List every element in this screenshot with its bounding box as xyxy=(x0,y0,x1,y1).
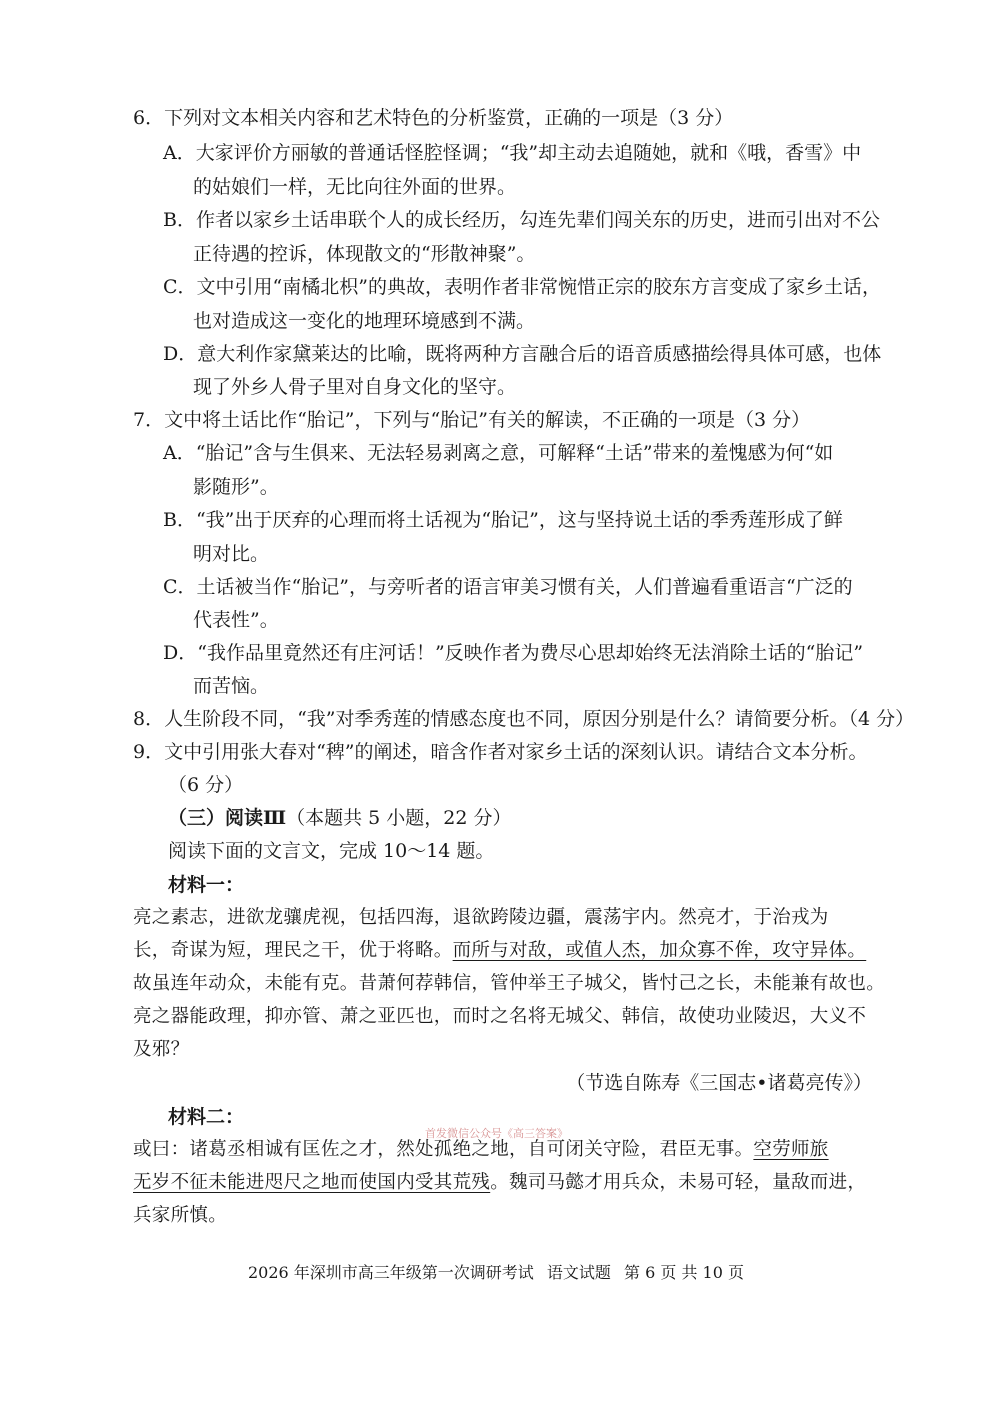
section-3-heading xyxy=(168,805,512,831)
question-6-option-a: A．大家评价方丽敏的普通话怪腔怪调；“我”却主动去追随她，就和《哦，香雪》中 xyxy=(163,142,862,164)
watermark: 首发微信公众号《高三答案》 xyxy=(425,1127,568,1140)
material-2-line-3: 兵家所慎。 xyxy=(133,1205,228,1226)
question-6-option-b: B．作者以家乡土话串联个人的成长经历，勾连先辈们闯关东的历史，进而引出对不公 xyxy=(163,209,880,231)
question-7-option-c: C．土话被当作“胎记”，与旁听者的语言审美习惯有关，人们普遍看重语言“广泛的 xyxy=(163,576,853,598)
footer-exam: 2026 年深圳市高三年级第一次调研考试 xyxy=(248,1263,534,1282)
material-2-label: 材料二： xyxy=(168,1106,245,1128)
question-7-option-d: D．“我作品里竟然还有庄河话！”反映作者为费尽心思却始终无法消除土话的“胎记” xyxy=(163,642,864,664)
question-7-stem: 7．文中将土话比作“胎记”，下列与“胎记”有关的解读，不正确的一项是（3 分） xyxy=(133,409,811,431)
material-2-underlined-sentence: 无岁不征未能进咫尺之地而使国内受其荒残 xyxy=(133,1172,491,1193)
material-1-underlined-sentence: 而所与对敌，或值人杰，加众寡不侔，攻守异体。 xyxy=(452,940,867,961)
footer-page: 第 6 页 共 10 页 xyxy=(624,1263,744,1282)
question-6-stem: 6．下列对文本相关内容和艺术特色的分析鉴赏，正确的一项是（3 分） xyxy=(133,107,734,129)
question-7-option-b: B．“我”出于厌弃的心理而将土话视为“胎记”，这与坚持说土话的季秀莲形成了鲜 xyxy=(163,509,843,531)
question-6-option-c: C．文中引用“南橘北枳”的典故，表明作者非常惋惜正宗的胶东方言变成了家乡土话， xyxy=(163,276,881,298)
material-1-line-2 xyxy=(133,938,866,964)
material-2-line-2-text: 。魏司马懿才用兵众，未易可轻，量敌而进， xyxy=(490,1172,867,1193)
material-2-underlined-start: 空劳师旅 xyxy=(753,1139,829,1160)
question-9-score: （6 分） xyxy=(168,774,244,796)
question-6-option-d: D．意大利作家黛莱达的比喻，既将两种方言融合后的语音质感描绘得具体可感，也体 xyxy=(163,343,882,365)
material-2-line-1-text: 或曰：诸葛丞相诚有匡佐之才，然处孤绝之地，自可闭关守险，君臣无事。 xyxy=(133,1139,754,1160)
question-7-option-c-cont: 代表性”。 xyxy=(193,609,279,631)
material-2-line-2 xyxy=(133,1170,866,1196)
material-1-line-5: 及邪？ xyxy=(133,1039,190,1060)
question-6-option-b-cont: 正待遇的控诉，体现散文的“形散神聚”。 xyxy=(193,243,536,265)
question-7-option-a-cont: 影随形”。 xyxy=(193,476,279,498)
question-6-option-d-cont: 现了外乡人骨子里对自身文化的坚守。 xyxy=(193,376,517,398)
section-3-title: （三）阅读Ⅲ xyxy=(168,807,287,829)
question-7-option-a: A．“胎记”含与生俱来、无法轻易剥离之意，可解释“土话”带来的羞愧感为何“如 xyxy=(163,442,834,464)
section-3-instruction: 阅读下面的文言文，完成 10～14 题。 xyxy=(168,840,495,862)
material-1-line-3: 故虽连年动众，未能有克。昔萧何荐韩信，管仲举王子城父，皆忖己之长，未能兼有故也。 xyxy=(133,973,886,994)
material-1-line-1: 亮之素志，进欲龙骧虎视，包括四海，退欲跨陵边疆，震荡宇内。然亮才，于治戎为 xyxy=(133,907,829,928)
question-8: 8．人生阶段不同，“我”对季秀莲的情感态度也不同，原因分别是什么？请简要分析。（4 分） xyxy=(133,708,915,730)
page-footer xyxy=(0,1260,992,1283)
question-7-option-d-cont: 而苦恼。 xyxy=(193,675,270,697)
material-2-line-1 xyxy=(133,1137,829,1163)
material-1-label: 材料一： xyxy=(168,874,245,896)
footer-subject: 语文试题 xyxy=(546,1263,611,1282)
material-1-line-4: 亮之器能政理，抑亦管、萧之亚匹也，而时之名将无城父、韩信，故使功业陵迟，大义不 xyxy=(133,1006,867,1027)
question-6-option-c-cont: 也对造成这一变化的地理环境感到不满。 xyxy=(193,310,536,332)
material-1-line-2-text: 长，奇谋为短，理民之干，优于将略。 xyxy=(133,940,453,961)
material-1-source: （节选自陈寿《三国志•诸葛亮传》） xyxy=(566,1072,872,1094)
question-6-option-a-cont: 的姑娘们一样，无比向往外面的世界。 xyxy=(193,176,517,198)
section-3-note: （本题共 5 小题，22 分） xyxy=(286,807,512,829)
question-9-stem: 9．文中引用张大春对“稗”的阐述，暗含作者对家乡土话的深刻认识。请结合文本分析。 xyxy=(133,741,868,763)
question-7-option-b-cont: 明对比。 xyxy=(193,543,270,565)
